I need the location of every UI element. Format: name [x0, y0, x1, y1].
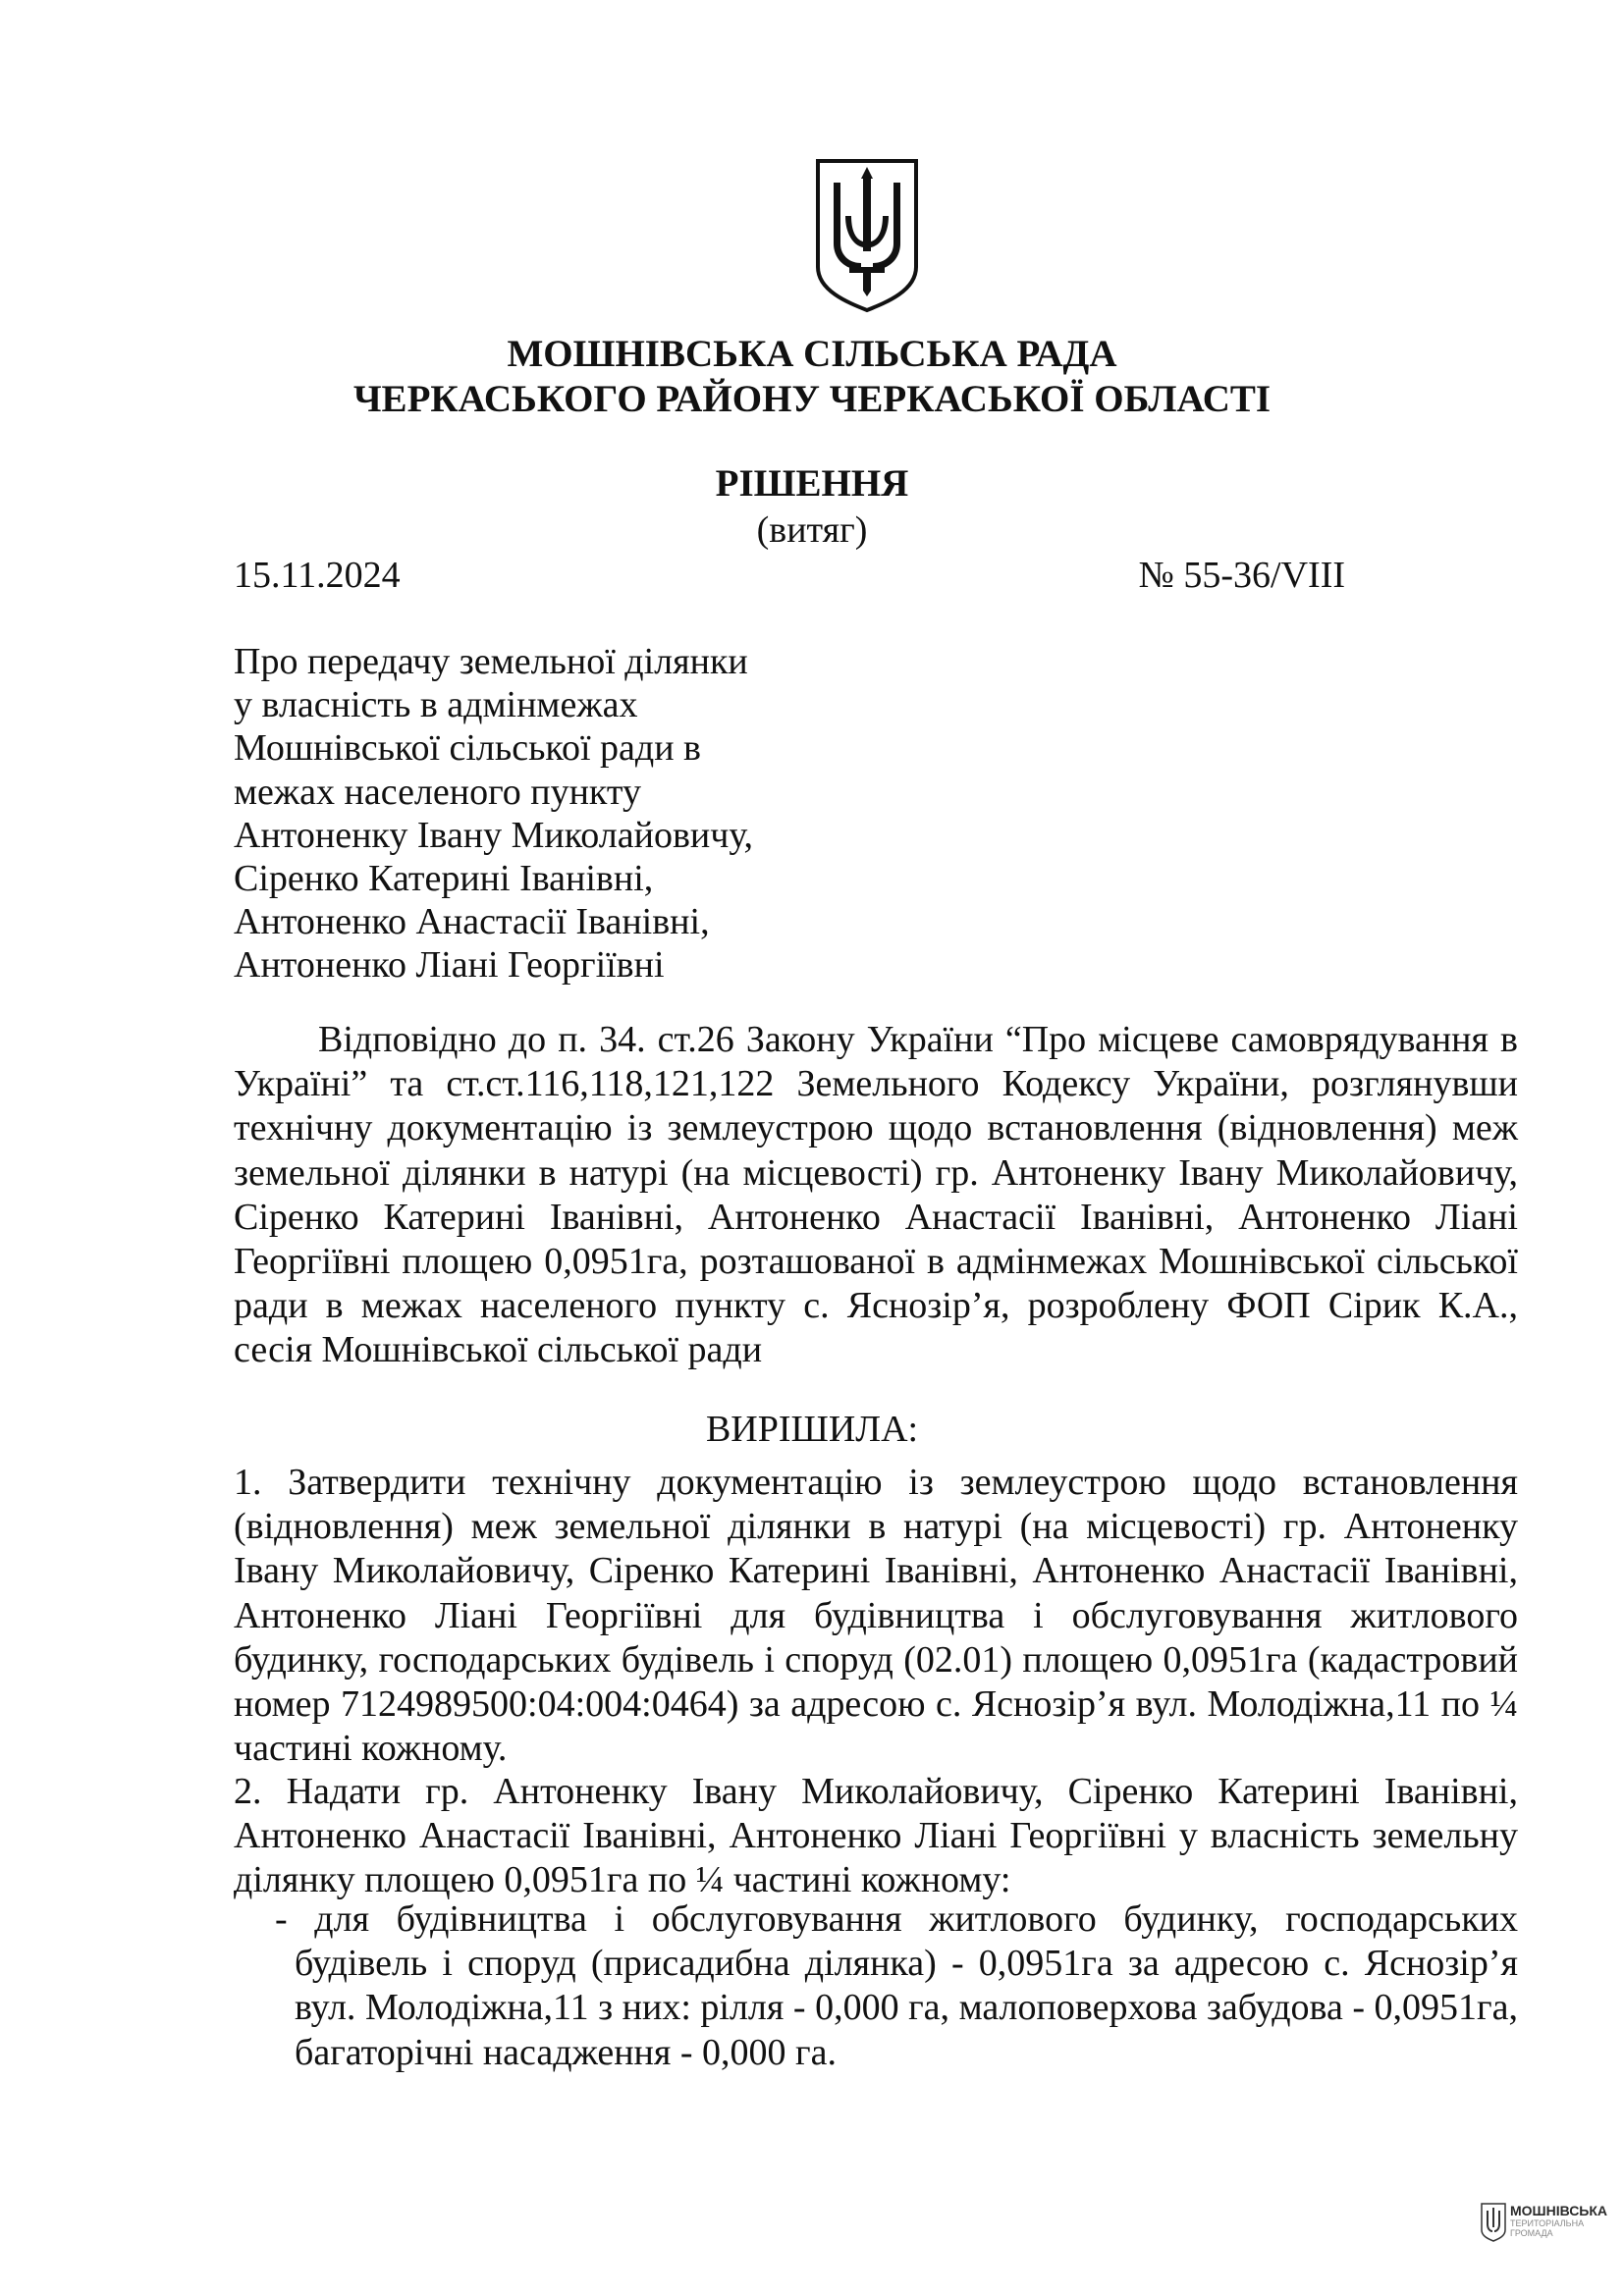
preamble-paragraph: Відповідно до п. 34. ст.26 Закону України “Про місцеве самоврядування в Україні” та ст.ст.116,118,121,122 Земельного Кодексу України, розглянувши технічну документацію із землеустрою щодо встановлення (відновлення) меж земельної ділянки в натурі (на місцевості) гр. Антоненку Івану Миколайовичу, Сіренко Катерині Іванівні, Антоненко Анастасії Іванівні, Антоненко Ліані Георгіївні площею 0,0951га, розташованої в адмінмежах Мошнівської сільської ради в межах населеного пункту с. Яснозір’я, розроблену ФОП Сірик К.А., сесія Мошнівської сільської ради	[234, 1019, 1518, 1371]
decision-subject	[234, 640, 921, 988]
council-region: ЧЕРКАСЬКОГО РАЙОНУ ЧЕРКАСЬКОЇ ОБЛАСТІ	[352, 378, 1272, 420]
decided-heading: ВИРІШИЛА:	[705, 1409, 919, 1450]
document-title: РІШЕННЯ	[715, 462, 909, 505]
subject-line: межах населеного пункту	[234, 771, 641, 813]
community-subtitle	[1510, 2218, 1584, 2238]
trident-coat-of-arms-icon	[814, 157, 920, 314]
trident-icon	[1481, 2203, 1506, 2242]
subject-line: Про передачу земельної ділянки	[234, 641, 748, 682]
subject-line: Антоненку Івану Миколайовичу,	[234, 814, 754, 856]
subject-line: у власність в адмінмежах	[234, 684, 638, 726]
decision-item-2-subitem: - для будівництва і обслуговування житлового будинку, господарських будівель і споруд (присадибна ділянка) - 0,0951га за адресою с. Яснозір’я вул. Молодіжна,11 з них: рілля - 0,000 га, малоповерхова забудова - 0,0951га, багаторічні насадження - 0,000 га.	[275, 1898, 1518, 2073]
council-name: МОШНІВСЬКА СІЛЬСЬКА РАДА	[507, 333, 1117, 375]
subject-line: Мошнівської сільської ради в	[234, 727, 701, 770]
community-subtitle-line: ГРОМАДА	[1510, 2228, 1553, 2238]
decision-item-1: 1. Затвердити технічну документацію із землеустрою щодо встановлення (відновлення) меж земельної ділянки в натурі (на місцевості) гр. Антоненку Івану Миколайовичу, Сіренко Катерині Іванівні, Антоненко Анастасії Іванівні, Антоненко Ліані Георгіївні для будівництва і обслуговування житлового будинку, господарських будівель і споруд (02.01) площею 0,0951га (кадастровий номер 7124989500:04:004:0464) за адресою с. Яснозір’я вул. Молодіжна,11 по ¼ частині кожному.	[234, 1462, 1518, 1770]
community-subtitle-line: ТЕРИТОРІАЛЬНА	[1510, 2218, 1585, 2228]
subject-line: Сіренко Катерині Іванівні,	[234, 858, 654, 900]
subject-line: Антоненко Ліані Георгіївні	[234, 944, 665, 987]
document-date: 15.11.2024	[234, 555, 401, 596]
community-name: МОШНІВСЬКА	[1510, 2203, 1608, 2218]
community-logo	[1481, 2203, 1608, 2244]
subject-line: Антоненко Анастасії Іванівні,	[234, 901, 710, 943]
document-number: № 55-36/VIII	[1138, 555, 1345, 596]
decision-item-2: 2. Надати гр. Антоненку Івану Миколайовичу, Сіренко Катерині Іванівні, Антоненко Анастасії Іванівні, Антоненко Ліані Георгіївні у власність земельну ділянку площею 0,0951га по ¼ частині кожному:	[234, 1771, 1518, 1901]
document-subtitle: (витяг)	[756, 509, 868, 551]
